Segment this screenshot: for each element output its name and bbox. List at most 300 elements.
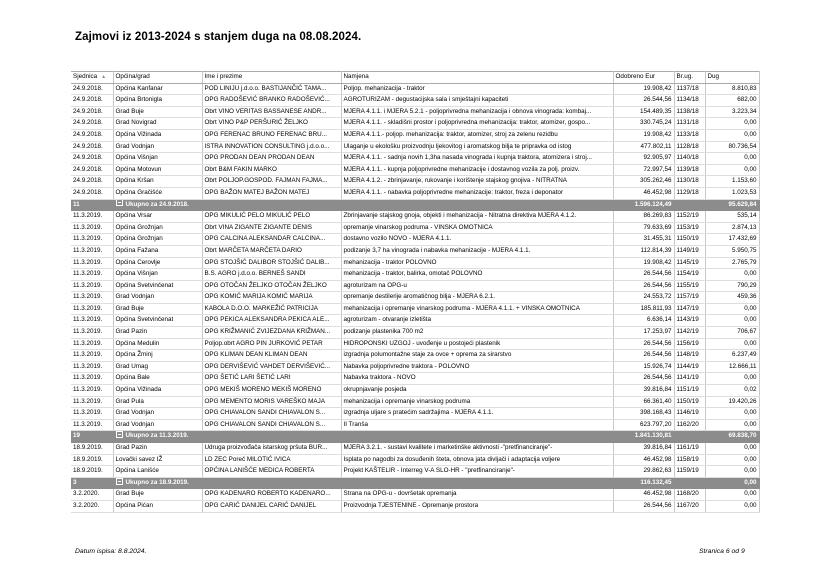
cell-opcina: Općina Gračišće <box>113 187 202 199</box>
table-row[interactable] <box>71 95 759 107</box>
cell-namjena: MJERA 4.1.1. i MJERA 5.2.1 - poljoprivredna mehanizacija i obnova vinograda: kombaj... <box>341 106 613 118</box>
cell-opcina: Općina Žminj <box>113 350 202 362</box>
cell-sjednica: 11.3.2019. <box>71 419 113 431</box>
group-label-text: Ukupno za 18.9.2019. <box>125 478 189 486</box>
cell-sjednica: 3.2.2020. <box>71 500 113 512</box>
cell-brug: 1157/19 <box>674 292 705 304</box>
cell-brug: 1133/18 <box>674 129 705 141</box>
cell-opcina: Općina Vrsar <box>113 211 202 223</box>
cell-ime: OPG BAŽON MATEJ BAŽON MATEJ <box>202 187 341 199</box>
cell-opcina: Općina Medulin <box>113 338 202 350</box>
cell-sjednica: 11.3.2019. <box>71 338 113 350</box>
cell-sjednica: 24.9.2018. <box>71 187 113 199</box>
cell-dug: 6.237,49 <box>705 350 759 362</box>
cell-opcina: Općina Svetvinčenat <box>113 315 202 327</box>
cell-dug: 790,29 <box>705 280 759 292</box>
table-row[interactable] <box>71 361 759 373</box>
cell-brug: 1159/19 <box>674 466 705 478</box>
cell-brug: 1158/19 <box>674 454 705 466</box>
cell-sjednica: 11.3.2019. <box>71 408 113 420</box>
cell-odobreno: 17.253,97 <box>613 327 674 339</box>
cell-dug: 706,67 <box>705 327 759 339</box>
cell-namjena: MJERA 4.1.1.- poljop. mehanizacija: traktor, atomizer, stroj za zelenu rezidbu <box>341 129 613 141</box>
cell-ime: OPG CHIAVALON SANDI CHIAVALON S... <box>202 419 341 431</box>
cell-ime: OPG MEMENTO MORIS VAREŠKO MAJA <box>202 396 341 408</box>
cell-dug: 19.420,26 <box>705 396 759 408</box>
cell-opcina: Grad Buje <box>113 303 202 315</box>
cell-sjednica: 11.3.2019. <box>71 234 113 246</box>
cell-opcina: Općina Kršan <box>113 176 202 188</box>
table-row[interactable] <box>71 443 759 455</box>
cell-namjena: Nabavka traktora - NOVO <box>341 373 613 385</box>
collapse-icon[interactable] <box>116 431 123 438</box>
table-row[interactable] <box>71 292 759 304</box>
cell-sjednica: 11.3.2019. <box>71 327 113 339</box>
table-row[interactable] <box>71 269 759 281</box>
cell-brug: 1149/19 <box>674 245 705 257</box>
cell-sjednica: 24.9.2018. <box>71 118 113 130</box>
cell-namjena: mehanizacija i opremanje vinarskog podruma <box>341 396 613 408</box>
cell-odobreno: 398.168,43 <box>613 408 674 420</box>
page-number: Stranica 6 od 9 <box>699 548 745 555</box>
group-label[interactable] <box>113 477 613 489</box>
cell-ime: Obrt VINA ZIGANTE ZIGANTE DENIS <box>202 222 341 234</box>
cell-namjena: podizanje plastenika 700 m2 <box>341 327 613 339</box>
table-row[interactable] <box>71 129 759 141</box>
cell-opcina: Općina Višnjan <box>113 269 202 281</box>
table-row[interactable] <box>71 153 759 165</box>
cell-ime: OPG MIKULIĆ PELO MIKULIĆ PELO <box>202 211 341 223</box>
cell-dug: 2.874,13 <box>705 222 759 234</box>
table-header-row <box>71 72 759 84</box>
cell-namjena: MJERA 3.2.1. - sustavi kvalitete i marketinške aktivnosti -"pretfinanciranje"- <box>341 443 613 455</box>
group-sum: 1.596.124,49 <box>613 199 674 211</box>
cell-namjena: MJERA 4.1.1. - skladišni prostor i poljoprivredna mehanizacija: traktor, atomizer, gospo... <box>341 118 613 130</box>
cell-opcina: Općina Lanišće <box>113 466 202 478</box>
cell-namjena: MJERA 4.1.2. - zbrinjavanje, rukovanje i korištenje stajskog gnojiva - NITRATNA <box>341 176 613 188</box>
cell-ime: OPG ŠETIĆ LARI ŠETIĆ LARI <box>202 373 341 385</box>
cell-opcina: Općina Kanfanar <box>113 83 202 95</box>
group-label[interactable] <box>113 431 613 443</box>
table-row[interactable] <box>71 118 759 130</box>
cell-opcina: Grad Vodnjan <box>113 292 202 304</box>
table-row[interactable] <box>71 489 759 501</box>
cell-dug: 0,00 <box>705 466 759 478</box>
cell-dug: 0,00 <box>705 419 759 431</box>
cell-opcina: Općina Vižinada <box>113 385 202 397</box>
cell-odobreno: 623.797,20 <box>613 419 674 431</box>
cell-namjena: Nabavka poljoprivredne traktora - POLOVNO <box>341 361 613 373</box>
cell-brug: 1129/18 <box>674 187 705 199</box>
col-header-opcina[interactable]: Općina/grad <box>113 72 202 84</box>
cell-dug: 0,00 <box>705 269 759 281</box>
cell-odobreno: 477.802,11 <box>613 141 674 153</box>
table-row[interactable] <box>71 234 759 246</box>
cell-ime: KABOLA D.O.O. MARKEŽIĆ PATRICIJA <box>202 303 341 315</box>
cell-ime: OPG MEKIŠ MORENO MEKIŠ MORENO <box>202 385 341 397</box>
cell-ime: Obrt VINO VERITAS BASSANESE ANDR... <box>202 106 341 118</box>
cell-opcina: Općina Pićan <box>113 500 202 512</box>
cell-dug: 80.736,54 <box>705 141 759 153</box>
cell-odobreno: 185.811,93 <box>613 303 674 315</box>
cell-ime: Obrt MARČETA MARČETA DARIO <box>202 245 341 257</box>
cell-sjednica: 11.3.2019. <box>71 350 113 362</box>
table-row[interactable] <box>71 385 759 397</box>
cell-dug: 3.223,34 <box>705 106 759 118</box>
cell-brug: 1141/19 <box>674 373 705 385</box>
group-total-row[interactable] <box>71 477 759 489</box>
cell-opcina: Grad Umag <box>113 361 202 373</box>
cell-sjednica: 24.9.2018. <box>71 153 113 165</box>
cell-opcina: Općina Motovun <box>113 164 202 176</box>
cell-namjena: izgradnja uljare s pratećim sadržajima - MJERA 4.1.1. <box>341 408 613 420</box>
cell-brug: 1148/19 <box>674 350 705 362</box>
table-row[interactable] <box>71 83 759 95</box>
cell-dug: 2.765,79 <box>705 257 759 269</box>
group-total-row[interactable] <box>71 199 759 211</box>
table-row[interactable] <box>71 187 759 199</box>
cell-dug: 0,00 <box>705 315 759 327</box>
cell-sjednica: 11.3.2019. <box>71 222 113 234</box>
cell-odobreno: 6.636,14 <box>613 315 674 327</box>
cell-opcina: Grad Vodnjan <box>113 141 202 153</box>
cell-namjena: MJERA 4.1.1. - sadnja novih 1,3ha nasada vinograda i kupnja traktora, atomizera i stroj... <box>341 153 613 165</box>
cell-ime: Obrt VINO P&P PERŠURIĆ ŽELJKO <box>202 118 341 130</box>
table-row[interactable] <box>71 141 759 153</box>
print-date: Datum ispisa: 8.8.2024. <box>75 548 147 555</box>
cell-brug: 1155/19 <box>674 280 705 292</box>
cell-dug: 0,00 <box>705 153 759 165</box>
cell-brug: 1134/18 <box>674 95 705 107</box>
cell-namjena: mehanizacija - traktor, balirka, omotač POLOVNO <box>341 269 613 281</box>
cell-brug: 1139/18 <box>674 164 705 176</box>
cell-dug: 0,00 <box>705 338 759 350</box>
cell-ime: OPG KRIŽMANIĆ ZVIJEZDANA KRIŽMAN... <box>202 327 341 339</box>
cell-brug: 1137/18 <box>674 83 705 95</box>
table-row[interactable] <box>71 303 759 315</box>
cell-dug: 0,00 <box>705 408 759 420</box>
table-row[interactable] <box>71 327 759 339</box>
cell-namjena: izgradnja polumontažne staje za ovce + oprema za sirarstvo <box>341 350 613 362</box>
cell-odobreno: 112.814,39 <box>613 245 674 257</box>
cell-sjednica: 24.9.2018. <box>71 95 113 107</box>
cell-namjena: Zbrinjavanje stajskog gnoja, objekti i mehanizacija - Nitratna direktiva MJERA 4.1.2. <box>341 211 613 223</box>
cell-opcina: Grad Buje <box>113 489 202 501</box>
cell-opcina: Grad Pazin <box>113 443 202 455</box>
cell-namjena: opremanje vinarskog podruma - VINSKA OMOTNICA <box>341 222 613 234</box>
cell-odobreno: 66.361,40 <box>613 396 674 408</box>
cell-odobreno: 305.262,46 <box>613 176 674 188</box>
cell-namjena: HIDROPONSKI UZGOJ - uvođenje u postojeći plastenik <box>341 338 613 350</box>
cell-ime: OPG OTOČAN ŽELJKO OTOČAN ŽELJKO <box>202 280 341 292</box>
cell-odobreno: 26.544,56 <box>613 350 674 362</box>
cell-odobreno: 19.908,42 <box>613 257 674 269</box>
cell-sjednica: 11.3.2019. <box>71 385 113 397</box>
table-row[interactable] <box>71 373 759 385</box>
table-row[interactable] <box>71 408 759 420</box>
cell-ime: LD ZEC Poreč MILOTIĆ IVICA <box>202 454 341 466</box>
cell-brug: 1150/19 <box>674 396 705 408</box>
cell-namjena: AGROTURIZAM - degustacijska sala i smještajni kapaciteti <box>341 95 613 107</box>
cell-brug: 1146/19 <box>674 408 705 420</box>
cell-ime: OPĆINA LANIŠĆE MEDICA ROBERTA <box>202 466 341 478</box>
cell-ime: Obrt B&M FAKIN MARKO <box>202 164 341 176</box>
cell-namjena: II Tranša <box>341 419 613 431</box>
cell-namjena: agroturizam na OPG-u <box>341 280 613 292</box>
cell-namjena: Strana na OPG-u - dovršetak opremanja <box>341 489 613 501</box>
cell-namjena: MJERA 4.1.1. - kupnja poljoprivredne mehanizacije i dostavnog vozila za polj. proizv. <box>341 164 613 176</box>
table-row[interactable] <box>71 466 759 478</box>
cell-brug: 1167/20 <box>674 500 705 512</box>
cell-dug: 8.810,83 <box>705 83 759 95</box>
cell-odobreno: 46.452,98 <box>613 187 674 199</box>
cell-brug: 1143/19 <box>674 315 705 327</box>
cell-odobreno: 26.544,56 <box>613 500 674 512</box>
cell-odobreno: 19.908,42 <box>613 83 674 95</box>
group-label-text: Ukupno za 24.9.2018. <box>125 200 189 208</box>
cell-opcina: Općina Grožnjan <box>113 234 202 246</box>
cell-dug: 1.023,53 <box>705 187 759 199</box>
group-dug: 95.629,84 <box>705 199 759 211</box>
group-empty-cell <box>674 431 705 443</box>
cell-sjednica: 24.9.2018. <box>71 176 113 188</box>
col-header-dug[interactable]: Dug <box>705 72 759 84</box>
group-sum: 116.132,45 <box>613 477 674 489</box>
table-row[interactable] <box>71 106 759 118</box>
collapse-icon[interactable] <box>116 199 123 206</box>
col-header-ime[interactable]: Ime i prezime <box>202 72 341 84</box>
cell-opcina: Grad Vodnjan <box>113 419 202 431</box>
table-row[interactable] <box>71 211 759 223</box>
cell-odobreno: 72.997,54 <box>613 164 674 176</box>
cell-opcina: Grad Vodnjan <box>113 408 202 420</box>
group-label-text: Ukupno za 11.3.2019. <box>125 432 189 440</box>
cell-odobreno: 26.544,56 <box>613 373 674 385</box>
cell-dug: 459,36 <box>705 292 759 304</box>
cell-odobreno: 79.633,69 <box>613 222 674 234</box>
cell-ime: OPG CALCINA ALEKSANDAR CALCINA... <box>202 234 341 246</box>
cell-brug: 1138/18 <box>674 106 705 118</box>
cell-ime: Udruga proizvođača istarskog pršuta BUR... <box>202 443 341 455</box>
cell-sjednica: 11.3.2019. <box>71 280 113 292</box>
cell-odobreno: 154.489,35 <box>613 106 674 118</box>
cell-odobreno: 39.816,84 <box>613 385 674 397</box>
cell-namjena: opremanje destilerije aromatičnog bilja - MJERA 6.2.1. <box>341 292 613 304</box>
cell-opcina: Općina Grožnjan <box>113 222 202 234</box>
cell-sjednica: 24.9.2018. <box>71 106 113 118</box>
cell-odobreno: 330.745,24 <box>613 118 674 130</box>
cell-dug: 0,00 <box>705 164 759 176</box>
cell-brug: 1130/18 <box>674 176 705 188</box>
cell-brug: 1140/18 <box>674 153 705 165</box>
sort-icon[interactable]: ▲ <box>101 74 107 80</box>
loans-table <box>71 71 760 513</box>
cell-sjednica: 11.3.2019. <box>71 361 113 373</box>
cell-namjena: Poljop. mehanizacija - traktor <box>341 83 613 95</box>
table-row[interactable] <box>71 245 759 257</box>
cell-ime: OPG KADENARO ROBERTO KADENARO... <box>202 489 341 501</box>
cell-dug: 1.153,60 <box>705 176 759 188</box>
cell-odobreno: 26.544,56 <box>613 280 674 292</box>
cell-sjednica: 11.3.2019. <box>71 211 113 223</box>
cell-sjednica: 11.3.2019. <box>71 396 113 408</box>
group-empty-cell <box>674 199 705 211</box>
cell-brug: 1152/19 <box>674 211 705 223</box>
cell-odobreno: 24.553,72 <box>613 292 674 304</box>
cell-brug: 1154/19 <box>674 269 705 281</box>
cell-brug: 1145/19 <box>674 257 705 269</box>
cell-opcina: Grad Pazin <box>113 327 202 339</box>
cell-ime: OPG DERVIŠEVIĆ VAHDET DERVIŠEVIĆ... <box>202 361 341 373</box>
col-header-namjena[interactable]: Namjena <box>341 72 613 84</box>
table-row[interactable] <box>71 257 759 269</box>
cell-ime: POD LINIJU j.d.o.o. BASTIJANČIĆ TAMA... <box>202 83 341 95</box>
cell-odobreno: 15.926,74 <box>613 361 674 373</box>
cell-odobreno: 19.908,42 <box>613 129 674 141</box>
cell-namjena: okrupnjavanje posjeda <box>341 385 613 397</box>
collapse-icon[interactable] <box>116 478 123 485</box>
cell-dug: 0,00 <box>705 443 759 455</box>
cell-sjednica: 18.9.2019. <box>71 454 113 466</box>
cell-sjednica: 24.9.2018. <box>71 83 113 95</box>
table-row[interactable] <box>71 222 759 234</box>
table-row[interactable] <box>71 315 759 327</box>
cell-odobreno: 26.544,56 <box>613 338 674 350</box>
cell-ime: OPG KLIMAN DEAN KLIMAN DEAN <box>202 350 341 362</box>
group-label[interactable] <box>113 199 613 211</box>
cell-brug: 1147/19 <box>674 303 705 315</box>
cell-dug: 0,00 <box>705 118 759 130</box>
cell-sjednica: 11.3.2019. <box>71 303 113 315</box>
cell-odobreno: 86.269,83 <box>613 211 674 223</box>
cell-opcina: Općina Fažana <box>113 245 202 257</box>
cell-sjednica: 11.3.2019. <box>71 245 113 257</box>
group-count: 19 <box>71 431 113 443</box>
cell-namjena: Isplata po nagodbi za dosuđenih šteta, obnova jata divljači i adaptacija voljere <box>341 454 613 466</box>
table-body <box>71 83 759 512</box>
cell-opcina: Općina Svetvinčenat <box>113 280 202 292</box>
cell-dug: 5.950,75 <box>705 245 759 257</box>
table-row[interactable] <box>71 454 759 466</box>
cell-odobreno: 26.544,56 <box>613 95 674 107</box>
table-row[interactable] <box>71 280 759 292</box>
cell-dug: 0,00 <box>705 373 759 385</box>
table-row[interactable] <box>71 419 759 431</box>
cell-opcina: Grad Buje <box>113 106 202 118</box>
cell-sjednica: 11.3.2019. <box>71 373 113 385</box>
group-total-row[interactable] <box>71 431 759 443</box>
group-count: 3 <box>71 477 113 489</box>
col-header-sjednica[interactable]: Sjednica ▲ <box>71 72 113 84</box>
cell-brug: 1168/20 <box>674 489 705 501</box>
cell-dug: 0,02 <box>705 385 759 397</box>
cell-opcina: Općina Vižinada <box>113 129 202 141</box>
cell-ime: OPG FERENAC BRUNO FERENAC BRU... <box>202 129 341 141</box>
cell-opcina: Općina Brtonigla <box>113 95 202 107</box>
table-row[interactable] <box>71 176 759 188</box>
cell-brug: 1144/19 <box>674 361 705 373</box>
cell-brug: 1156/19 <box>674 338 705 350</box>
cell-odobreno: 31.455,31 <box>613 234 674 246</box>
cell-odobreno: 26.544,56 <box>613 269 674 281</box>
cell-opcina: Općina Cerovlje <box>113 257 202 269</box>
cell-ime: OPG KOMIĆ MARIJA KOMIĆ MARIJA <box>202 292 341 304</box>
cell-sjednica: 11.3.2019. <box>71 269 113 281</box>
cell-dug: 0,00 <box>705 303 759 315</box>
cell-opcina: Lovački savez IŽ <box>113 454 202 466</box>
cell-ime: OPG RADOŠEVIĆ BRANKO RADOŠEVIĆ... <box>202 95 341 107</box>
cell-odobreno: 46.452,98 <box>613 489 674 501</box>
cell-sjednica: 11.3.2019. <box>71 292 113 304</box>
cell-namjena: mehanizacija - traktor POLOVNO <box>341 257 613 269</box>
col-header-brug[interactable]: Br.ug. <box>674 72 705 84</box>
group-dug: 69.838,70 <box>705 431 759 443</box>
cell-brug: 1128/18 <box>674 141 705 153</box>
cell-opcina: Grad Pula <box>113 396 202 408</box>
cell-ime: Poljop.obrt AGRO PIN JURKOVIĆ PETAR <box>202 338 341 350</box>
cell-namjena: MJERA 4.1.1. - nabavka poljoprivredne mehanizacije: traktor, freza i deponator <box>341 187 613 199</box>
table-row[interactable] <box>71 396 759 408</box>
cell-odobreno: 29.862,63 <box>613 466 674 478</box>
cell-ime: B.S. AGRO j.d.o.o. BERNEŠ SANDI <box>202 269 341 281</box>
cell-dug: 682,00 <box>705 95 759 107</box>
cell-sjednica: 24.9.2018. <box>71 129 113 141</box>
cell-sjednica: 11.3.2019. <box>71 315 113 327</box>
cell-sjednica: 24.9.2018. <box>71 141 113 153</box>
cell-sjednica: 18.9.2019. <box>71 443 113 455</box>
cell-ime: OPG PEKICA ALEKSANDRA PEKICA ALE... <box>202 315 341 327</box>
cell-odobreno: 46.452,98 <box>613 454 674 466</box>
cell-brug: 1142/19 <box>674 327 705 339</box>
table-row[interactable] <box>71 500 759 512</box>
cell-brug: 1153/19 <box>674 222 705 234</box>
cell-sjednica: 11.3.2019. <box>71 257 113 269</box>
cell-ime: OPG CHIAVALON SANDI CHIAVALON S... <box>202 408 341 420</box>
cell-brug: 1131/18 <box>674 118 705 130</box>
cell-opcina: Općina Bale <box>113 373 202 385</box>
cell-dug: 0,00 <box>705 500 759 512</box>
table-row[interactable] <box>71 164 759 176</box>
cell-odobreno: 39.816,84 <box>613 443 674 455</box>
cell-namjena: Proizvodnja TJESTENINE - Opremanje prostora <box>341 500 613 512</box>
cell-sjednica: 18.9.2019. <box>71 466 113 478</box>
table-row[interactable] <box>71 350 759 362</box>
cell-odobreno: 92.905,97 <box>613 153 674 165</box>
cell-brug: 1162/20 <box>674 419 705 431</box>
cell-brug: 1151/19 <box>674 385 705 397</box>
cell-sjednica: 3.2.2020. <box>71 489 113 501</box>
group-dug: 0,00 <box>705 477 759 489</box>
col-header-odobreno[interactable]: Odobreno Eur <box>613 72 674 84</box>
cell-namjena: podizanje 3,7 ha vinograda i nabavka mehanizacije - MJERA 4.1.1. <box>341 245 613 257</box>
cell-brug: 1150/19 <box>674 234 705 246</box>
cell-opcina: Grad Novigrad <box>113 118 202 130</box>
table-row[interactable] <box>71 338 759 350</box>
cell-namjena: agroturizam - otvaranje izletišta <box>341 315 613 327</box>
cell-sjednica: 24.9.2018. <box>71 164 113 176</box>
cell-opcina: Općina Višnjan <box>113 153 202 165</box>
cell-ime: OPG STOJŠIĆ DALIBOR STOJŠIĆ DALIB... <box>202 257 341 269</box>
cell-namjena: Projekt KAŠTELIR - Interreg V-A SLO-HR - "pretfinanciranje"- <box>341 466 613 478</box>
cell-dug: 0,00 <box>705 489 759 501</box>
group-sum: 1.841.130,81 <box>613 431 674 443</box>
cell-ime: OPG PRODAN DEAN PRODAN DEAN <box>202 153 341 165</box>
cell-brug: 1161/19 <box>674 443 705 455</box>
cell-dug: 535,14 <box>705 211 759 223</box>
group-count: 11 <box>71 199 113 211</box>
cell-dug: 0,00 <box>705 129 759 141</box>
cell-ime: Obrt POLJOP.GOSPOD. FAJMAN FAJMA... <box>202 176 341 188</box>
